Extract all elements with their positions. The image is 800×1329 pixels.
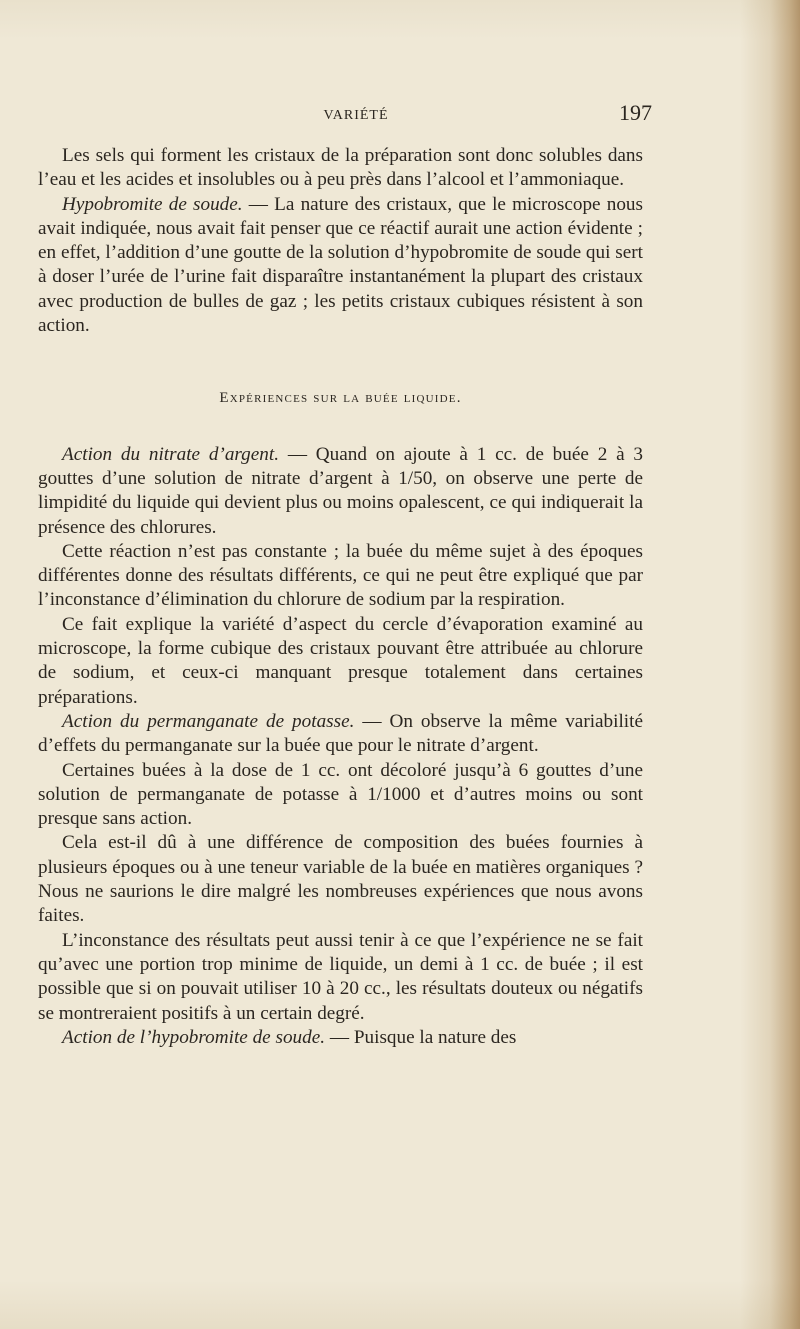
paragraph-lead: Action du nitrate d’argent. — [62, 443, 280, 465]
paragraph — [38, 540, 643, 613]
paragraph-text: Cela est-il dû à une différence de composition des buées fournies à plusieurs époques ou à une teneur variable de la buée en matières organiques ? Nous ne saurions le dire malgré les nombreuses expériences que nous avons faites. — [38, 832, 643, 927]
paragraph-text: L’inconstance des résultats peut aussi tenir à ce que l’expérience ne se fait qu’avec une portion trop minime de liquide, un demi à 1 cc. de buée ; il est possible que si on pouvait utiliser 10 à 20 cc., les résultats douteux ou négatifs se montreraient positifs à un certain degré. — [38, 929, 643, 1024]
paragraph-lead: Hypobromite de soude. — [62, 193, 243, 215]
paragraph-text: Ce fait explique la variété d’aspect du cercle d’évaporation examiné au microscope, la forme cubique des cristaux pouvant être attribuée au chlorure de sodium, et ceux-ci manquant presque totalement dans certaines préparations. — [38, 613, 643, 708]
paragraph-text: — Quand on ajoute à 1 cc. de buée 2 à 3 gouttes d’une solution de nitrate d’argent à 1/50, on observe une perte de limpidité du liquide qui devient plus ou moins opalescent, ce qui indiquerait la présence des chlorures. — [38, 443, 644, 538]
paragraph-text: Certaines buées à la dose de 1 cc. ont décoloré jusqu’à 6 gouttes d’une solution de permanganate de potasse à 1/1000 et d’autres moins ou sont presque sans action. — [38, 759, 643, 830]
paragraph — [38, 193, 643, 339]
paragraph — [38, 929, 643, 1026]
paragraph — [38, 144, 643, 193]
paragraph-text: — La nature des cristaux, que le microscope nous avait indiquée, nous avait fait penser que ce réactif aurait une action évidente ; en effet, l’addition d’une goutte de la solution d’hypobromite de soude qui sert à doser l’urée de l’urine fait disparaître instantanément la plupart des cristaux avec production de bulles de gaz ; les petits cristaux cubiques résistent à son action. — [38, 193, 643, 337]
paragraph — [38, 831, 643, 928]
page-number: 197 — [619, 100, 652, 125]
paragraph — [38, 443, 643, 540]
paragraph-text: Les sels qui forment les cristaux de la préparation sont donc solubles dans l’eau et les acides et insolubles ou à peu près dans l’alcool et l’ammoniaque. — [38, 145, 643, 191]
paragraph-text: — On observe la même variabilité d’effets du permanganate sur la buée que pour le nitrate d’argent. — [38, 710, 643, 757]
paragraph-text: Cette réaction n’est pas constante ; la buée du même sujet à des époques différentes donne des résultats différents, ce qui ne peut être expliqué que par l’inconstance d’élimination du chlorure de sodium par la respiration. — [38, 540, 643, 611]
paragraph — [38, 1026, 643, 1050]
section-heading: Expériences sur la buée liquide. — [219, 390, 462, 407]
paragraph — [38, 613, 643, 710]
paragraph-text: — Puisque la nature des — [325, 1026, 517, 1048]
page-header — [60, 98, 652, 134]
paragraph — [38, 759, 643, 832]
paragraph — [38, 710, 643, 759]
paragraph-lead: Action du permanganate de potasse. — [62, 710, 355, 732]
paragraph-lead: Action de l’hypobromite de soude. — [62, 1026, 326, 1048]
body-text — [38, 144, 643, 1050]
running-title: VARIÉTÉ — [323, 108, 389, 123]
